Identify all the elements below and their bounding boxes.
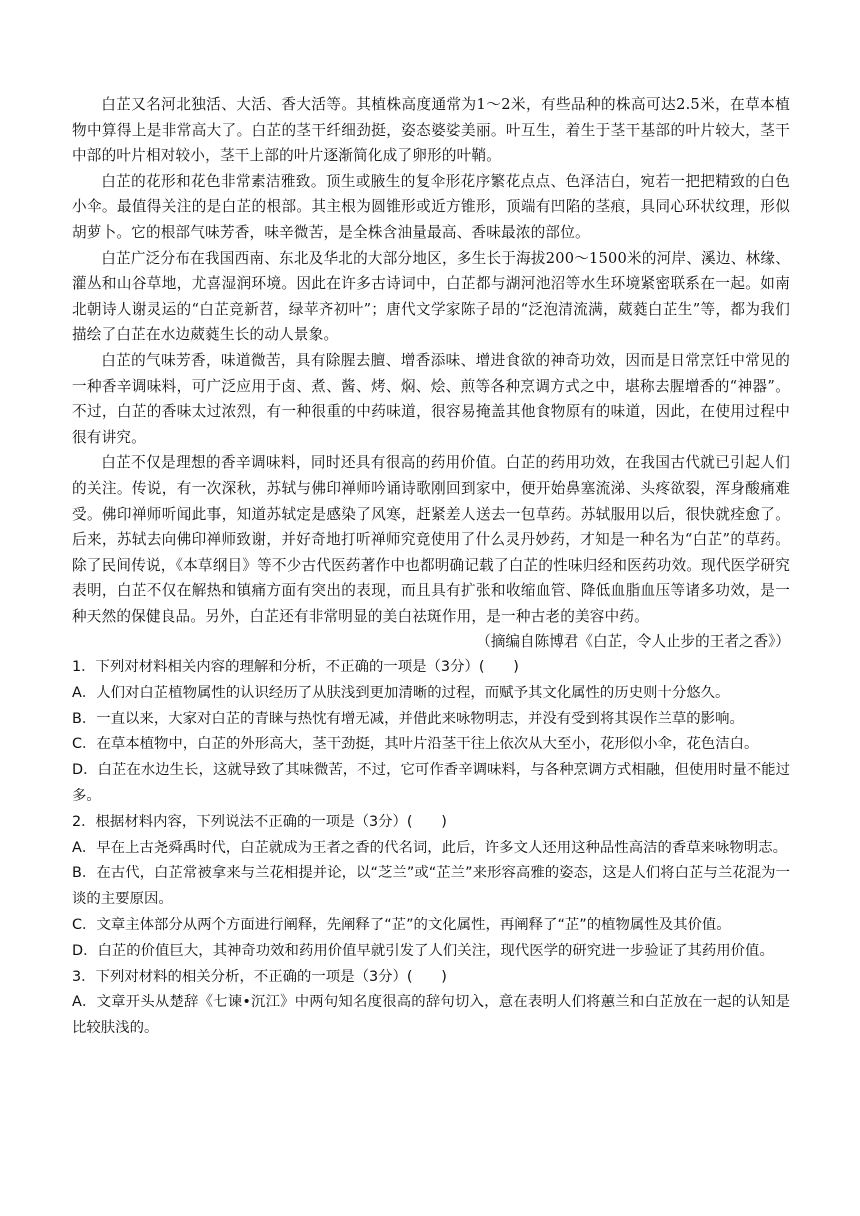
option-d: D．白芷的价值巨大，其神奇功效和药用价值早就引发了人们关注，现代医学的研究进一步验证了其药用价值。	[72, 942, 774, 959]
option-b: B．在古代，白芷常被拿来与兰花相提并论，以“芝兰”或“芷兰”来形容高雅的姿态，这是人们将白芷与兰花混为一谈的主要原因。	[72, 865, 790, 908]
option-a: A．人们对白芷植物属性的认识经历了从肤浅到更加清晰的过程，而赋予其文化属性的历史则十分悠久。	[72, 684, 730, 701]
option-d: D．白芷在水边生长，这就导致了其味微苦，不过，它可作香辛调味料，与各种烹调方式相融，但使用时量不能过多。	[72, 762, 790, 805]
passage-paragraph-4: 白芷的气味芳香，味道微苦，具有除腥去膻、增香添味、增进食欲的神奇功效，因而是日常烹饪中常见的一种香辛调味料，可广泛应用于卤、煮、酱、烤、焖、烩、煎等各种烹调方式之中，堪称去腥增香的“神器”。不过，白芷的香味太过浓烈，有一种很重的中药味道，很容易掩盖其他食物原有的味道，因此，在使用过程中很有讲究。	[72, 351, 790, 446]
question-stem: 3．下列对材料的相关分析，不正确的一项是（3分）( )	[72, 968, 447, 985]
option-a: A．文章开头从楚辞《七谏•沉江》中两句知名度很高的辞句切入，意在表明人们将蕙兰和白芷放在一起的认知是比较肤浅的。	[72, 994, 790, 1037]
question-2	[72, 810, 790, 965]
option-a: A．早在上古尧舜禹时代，白芷就成为王者之香的代名词，此后，许多文人还用这种品性高洁的香草来咏物明志。	[72, 839, 787, 856]
question-3	[72, 965, 790, 1042]
passage-paragraph-3: 白芷广泛分布在我国西南、东北及华北的大部分地区，多生长于海拔200～1500米的河岸、溪边、林缘、灌丛和山谷草地，尤喜湿润环境。因此在许多古诗词中，白芷都与湖河池沼等水生环境紧密联系在一起。如南北朝诗人谢灵运的“白芷竞新苕，绿苹齐初叶”；唐代文学家陈子昂的“泛泡清流满，葳蕤白芷生”等，都为我们描绘了白芷在水边葳蕤生长的动人景象。	[72, 249, 790, 344]
passage-source: （摘编自陈博君《白芷，令人止步的王者之香》）	[476, 633, 790, 651]
exam-page	[72, 92, 790, 1042]
option-b: B．一直以来，大家对白芷的青睐与热忱有增无减，并借此来咏物明志，并没有受到将其误作兰草的影响。	[72, 710, 744, 727]
question-stem: 1．下列对材料相关内容的理解和分析，不正确的一项是（3分）( )	[72, 659, 519, 676]
passage-paragraph-2: 白芷的花形和花色非常素洁雅致。顶生或腋生的复伞形花序繁花点点、色泽洁白，宛若一把把精致的白色小伞。最值得关注的是白芷的根部。其主根为圆锥形或近方锥形，顶端有凹陷的茎痕，具同心环状纹理，形似胡萝卜。它的根部气味芳香，味辛微苦，是全株含油量最高、香味最浓的部位。	[72, 172, 790, 241]
passage-paragraph-1: 白芷又名河北独活、大活、香大活等。其植株高度通常为1～2米，有些品种的株高可达2.5米，在草本植物中算得上是非常高大了。白芷的茎干纤细劲挺，姿态婆娑美丽。叶互生，着生于茎干基部的叶片较大，茎干中部的叶片相对较小，茎干上部的叶片逐渐简化成了卵形的叶鞘。	[72, 96, 790, 165]
option-c: C．在草本植物中，白芷的外形高大，茎干劲挺，其叶片沿茎干往上依次从大至小，花形似小伞，花色洁白。	[72, 736, 759, 753]
option-c: C．文章主体部分从两个方面进行阐释，先阐释了“芷”的文化属性，再阐释了“芷”的植物属性及其价值。	[72, 917, 731, 934]
question-1	[72, 655, 790, 810]
passage-paragraph-5: 白芷不仅是理想的香辛调味料，同时还具有很高的药用价值。白芷的药用功效，在我国古代就已引起人们的关注。传说，有一次深秋，苏轼与佛印禅师吟诵诗歌刚回到家中，便开始鼻塞流涕、头疼欲裂，浑身酸痛难受。佛印禅师听闻此事，知道苏轼定是感染了风寒，赶紧差人送去一包草药。苏轼服用以后，很快就痊愈了。后来，苏轼去向佛印禅师致谢，并好奇地打听禅师究竟使用了什么灵丹妙药，才知是一种名为“白芷”的草药。除了民间传说，《本草纲目》等不少古代医药著作中也都明确记载了白芷的性味归经和医药功效。现代医学研究表明，白芷不仅在解热和镇痛方面有突出的表现，而且具有扩张和收缩血管、降低血脂血压等诸多功效，是一种天然的保健良品。另外，白芷还有非常明显的美白祛斑作用，是一种古老的美容中药。	[72, 454, 790, 625]
question-stem: 2．根据材料内容，下列说法不正确的一项是（3分）( )	[72, 813, 447, 830]
